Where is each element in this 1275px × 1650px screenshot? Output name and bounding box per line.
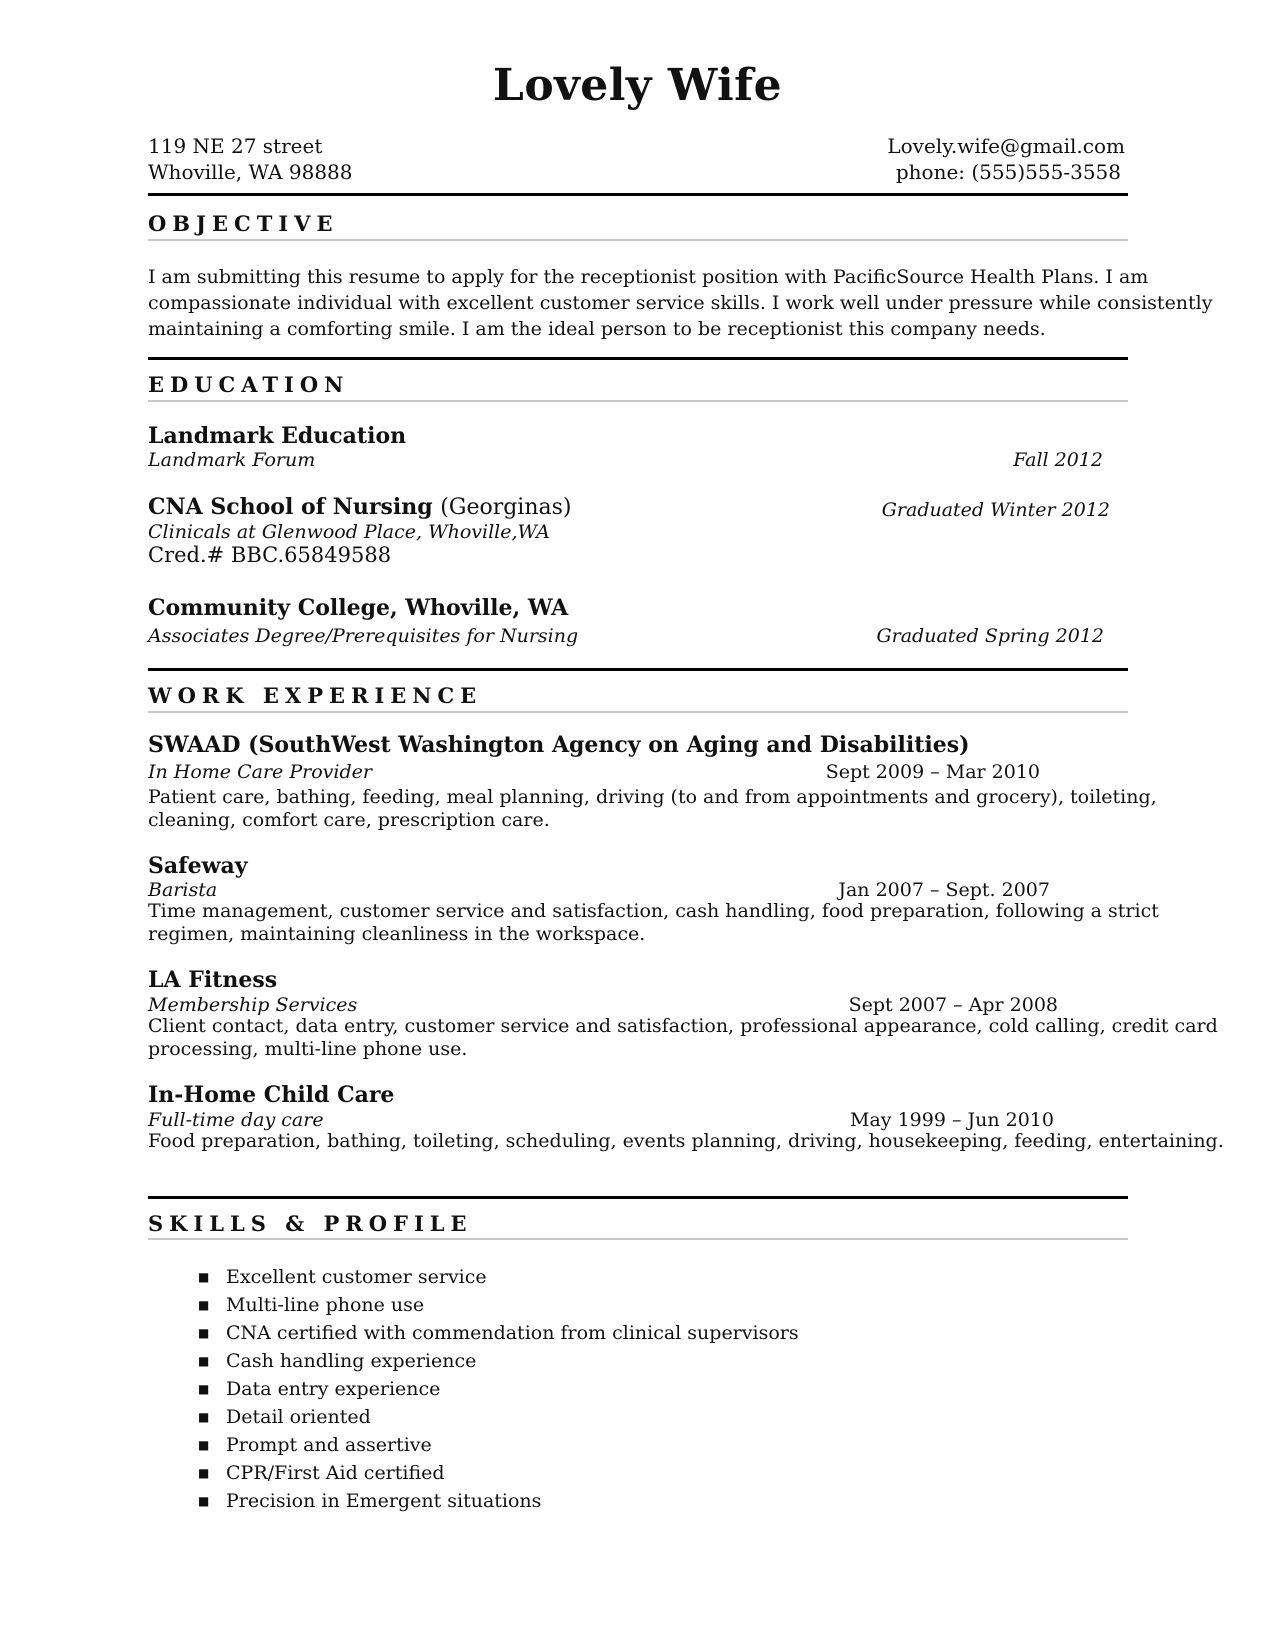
skill-item xyxy=(198,1431,799,1459)
skill-item xyxy=(198,1263,799,1291)
objective-divider xyxy=(148,357,1128,360)
objective-heading: OBJECTIVE xyxy=(148,211,339,236)
job-role-4: Full-time day care xyxy=(148,1109,324,1131)
education-school-1: Landmark Education xyxy=(148,423,407,449)
job-dates-4: May 1999 – Jun 2010 xyxy=(850,1109,1054,1131)
skill-text: Multi-line phone use xyxy=(226,1294,425,1316)
education-school-3: Community College, Whoville, WA xyxy=(148,595,569,621)
job-desc-1-line-2: cleaning, comfort care, prescription care. xyxy=(148,809,550,831)
skill-text: CNA certified with commendation from clinical supervisors xyxy=(226,1322,799,1344)
education-date-1: Fall 2012 xyxy=(1013,449,1103,471)
work-underline xyxy=(148,711,1128,713)
job-desc-3-line-2: processing, multi-line phone use. xyxy=(148,1038,468,1060)
bullet-square-icon: ■ xyxy=(198,1270,210,1284)
job-desc-3-line-1: Client contact, data entry, customer service and satisfaction, professional appearance, cold calling, credit card xyxy=(148,1015,1218,1037)
job-dates-1: Sept 2009 – Mar 2010 xyxy=(825,761,1040,783)
skill-item xyxy=(198,1487,799,1515)
skills-heading: SKILLS & PROFILE xyxy=(148,1211,473,1236)
work-divider xyxy=(148,1196,1128,1199)
skills-underline xyxy=(148,1238,1128,1240)
phone-number: phone: (555)555-3558 xyxy=(895,160,1121,184)
objective-underline xyxy=(148,239,1128,241)
skill-item xyxy=(198,1403,799,1431)
objective-line-2: compassionate individual with excellent customer service skills. I work well under pressure while consistently xyxy=(148,292,1213,314)
skill-item xyxy=(198,1347,799,1375)
bullet-square-icon: ■ xyxy=(198,1466,210,1480)
job-dates-3: Sept 2007 – Apr 2008 xyxy=(848,994,1058,1016)
skill-text: Data entry experience xyxy=(226,1378,441,1400)
education-date-2: Graduated Winter 2012 xyxy=(881,499,1110,521)
bullet-square-icon: ■ xyxy=(198,1298,210,1312)
skill-text: Cash handling experience xyxy=(226,1350,477,1372)
job-dates-2: Jan 2007 – Sept. 2007 xyxy=(838,879,1050,901)
education-heading: EDUCATION xyxy=(148,372,350,397)
education-school-2-name: CNA School of Nursing xyxy=(148,494,433,520)
job-desc-2-line-1: Time management, customer service and satisfaction, cash handling, food preparation, following a strict xyxy=(148,900,1159,922)
bullet-square-icon: ■ xyxy=(198,1382,210,1396)
bullet-square-icon: ■ xyxy=(198,1326,210,1340)
job-desc-2-line-2: regimen, maintaining cleanliness in the workspace. xyxy=(148,923,646,945)
email-address: Lovely.wife@gmail.com xyxy=(887,134,1125,158)
skill-item xyxy=(198,1319,799,1347)
education-divider xyxy=(148,668,1128,671)
skill-text: Detail oriented xyxy=(226,1406,371,1428)
job-role-1: In Home Care Provider xyxy=(148,761,372,783)
skill-item xyxy=(198,1459,799,1487)
skill-text: Prompt and assertive xyxy=(226,1434,432,1456)
work-heading: WORK EXPERIENCE xyxy=(148,683,483,708)
address-line-2: Whoville, WA 98888 xyxy=(148,160,353,184)
job-desc-4-line-1: Food preparation, bathing, toileting, scheduling, events planning, driving, housekeeping, feeding, entertaining. xyxy=(148,1130,1224,1152)
skill-item xyxy=(198,1375,799,1403)
job-role-2: Barista xyxy=(148,879,218,901)
education-school-2-note: (Georginas) xyxy=(440,495,572,520)
education-detail-2: Clinicals at Glenwood Place, Whoville,WA xyxy=(148,521,550,543)
job-employer-2: Safeway xyxy=(148,853,248,879)
skill-item xyxy=(198,1291,799,1319)
job-employer-1: SWAAD (SouthWest Washington Agency on Aging and Disabilities) xyxy=(148,732,970,758)
job-role-3: Membership Services xyxy=(148,994,358,1016)
job-employer-3: LA Fitness xyxy=(148,967,278,993)
resume-name: Lovely Wife xyxy=(492,60,783,111)
job-employer-4: In-Home Child Care xyxy=(148,1082,395,1108)
education-detail-3: Associates Degree/Prerequisites for Nursing xyxy=(148,625,579,647)
address-line-1: 119 NE 27 street xyxy=(148,134,323,158)
skill-text: Excellent customer service xyxy=(226,1266,487,1288)
education-detail-1: Landmark Forum xyxy=(148,449,316,471)
bullet-square-icon: ■ xyxy=(198,1410,210,1424)
education-date-3: Graduated Spring 2012 xyxy=(876,625,1104,647)
skill-text: CPR/First Aid certified xyxy=(226,1462,445,1484)
skill-text: Precision in Emergent situations xyxy=(226,1490,542,1512)
objective-line-3: maintaining a comforting smile. I am the ideal person to be receptionist this company needs. xyxy=(148,318,1046,340)
education-credential: Cred.# BBC.65849588 xyxy=(148,543,392,567)
objective-line-1: I am submitting this resume to apply for the receptionist position with PacificSource Health Plans. I am xyxy=(148,266,1149,288)
skills-list xyxy=(198,1263,799,1515)
bullet-square-icon: ■ xyxy=(198,1438,210,1452)
job-desc-1-line-1: Patient care, bathing, feeding, meal planning, driving (to and from appointments and grocery), toileting, xyxy=(148,786,1157,808)
education-school-2 xyxy=(148,494,572,520)
bullet-square-icon: ■ xyxy=(198,1494,210,1508)
header-divider xyxy=(148,193,1128,196)
education-underline xyxy=(148,400,1128,402)
bullet-square-icon: ■ xyxy=(198,1354,210,1368)
